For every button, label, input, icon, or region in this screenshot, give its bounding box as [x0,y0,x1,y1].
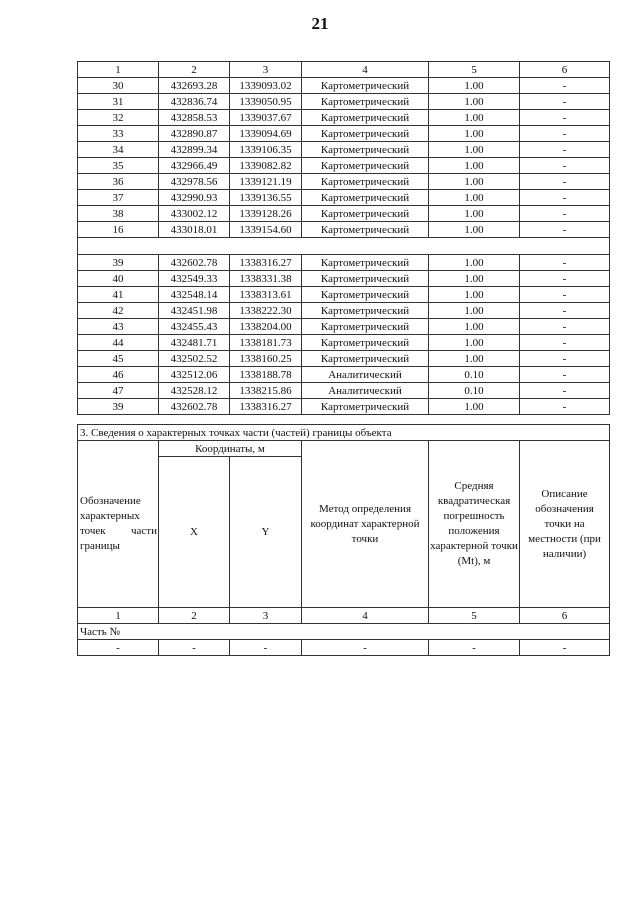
table-row [78,94,610,110]
method-cell: Картометрический [302,94,429,110]
error-cell: 0.10 [429,383,520,399]
table-row [78,255,610,271]
separator-cell [78,238,610,255]
coord-y-cell: 1338215.86 [230,383,302,399]
coord-y-cell: 1338160.25 [230,351,302,367]
empty-cell: - [230,640,302,656]
header-row-top [78,441,610,457]
page-number: 21 [311,14,329,33]
error-cell: 1.00 [429,399,520,415]
description-cell: - [520,126,610,142]
coord-x-cell: 432548.14 [159,287,230,303]
column-number: 4 [302,62,429,78]
part-points-table [77,424,610,656]
point-number-cell: 37 [78,190,159,206]
error-cell: 1.00 [429,335,520,351]
point-number-cell: 47 [78,383,159,399]
header-error: Средняя квадратическая погрешность положения характерной точки (Mt), м [429,441,520,608]
table-row [78,367,610,383]
column-number: 2 [159,608,230,624]
point-number-cell: 31 [78,94,159,110]
method-cell: Картометрический [302,351,429,367]
column-number-row [78,608,610,624]
error-cell: 1.00 [429,94,520,110]
table-row [78,303,610,319]
coord-y-cell: 1339094.69 [230,126,302,142]
description-cell: - [520,158,610,174]
header-designation: Обозначение характерных точек части границы [78,441,159,608]
coord-x-cell: 432451.98 [159,303,230,319]
table-row [78,190,610,206]
coord-y-cell: 1338316.27 [230,255,302,271]
coord-y-cell: 1339128.26 [230,206,302,222]
method-cell: Аналитический [302,383,429,399]
table-row [78,335,610,351]
column-number: 2 [159,62,230,78]
coord-y-cell: 1338222.30 [230,303,302,319]
method-cell: Картометрический [302,271,429,287]
column-number: 6 [520,608,610,624]
table-row [78,142,610,158]
point-number-cell: 34 [78,142,159,158]
point-number-cell: 35 [78,158,159,174]
part-label-row [78,624,610,640]
column-number: 1 [78,62,159,78]
error-cell: 1.00 [429,174,520,190]
section-title: 3. Сведения о характерных точках части (частей) границы объекта [78,425,610,441]
coord-x-cell: 432693.28 [159,78,230,94]
table-row [78,206,610,222]
coord-y-cell: 1338188.78 [230,367,302,383]
column-number: 4 [302,608,429,624]
part-label: Часть № [78,624,610,640]
point-number-cell: 33 [78,126,159,142]
description-cell: - [520,383,610,399]
coord-y-cell: 1339106.35 [230,142,302,158]
point-number-cell: 42 [78,303,159,319]
table-row [78,126,610,142]
table-row [78,399,610,415]
table-row [78,222,610,238]
coord-x-cell: 432455.43 [159,319,230,335]
method-cell: Картометрический [302,78,429,94]
header-coordinates: Координаты, м [159,441,302,457]
point-number-cell: 43 [78,319,159,335]
description-cell: - [520,206,610,222]
header-description: Описание обозначения точки на местности (при наличии) [520,441,610,608]
point-number-cell: 46 [78,367,159,383]
coord-x-cell: 432528.12 [159,383,230,399]
description-cell: - [520,255,610,271]
coord-y-cell: 1338313.61 [230,287,302,303]
coord-x-cell: 432978.56 [159,174,230,190]
coord-y-cell: 1338181.73 [230,335,302,351]
point-number-cell: 16 [78,222,159,238]
point-number-cell: 38 [78,206,159,222]
header-x: X [159,457,230,608]
error-cell: 1.00 [429,319,520,335]
coord-x-cell: 432481.71 [159,335,230,351]
column-number-row [78,62,610,78]
method-cell: Картометрический [302,142,429,158]
column-number: 3 [230,62,302,78]
coord-y-cell: 1338204.00 [230,319,302,335]
error-cell: 1.00 [429,287,520,303]
description-cell: - [520,367,610,383]
coord-x-cell: 432899.34 [159,142,230,158]
coord-x-cell: 432858.53 [159,110,230,126]
point-number-cell: 36 [78,174,159,190]
method-cell: Картометрический [302,126,429,142]
error-cell: 1.00 [429,222,520,238]
method-cell: Картометрический [302,158,429,174]
empty-row [78,640,610,656]
method-cell: Картометрический [302,319,429,335]
coord-x-cell: 433002.12 [159,206,230,222]
column-number: 5 [429,608,520,624]
description-cell: - [520,78,610,94]
header-y: Y [230,457,302,608]
coord-x-cell: 432549.33 [159,271,230,287]
description-cell: - [520,222,610,238]
column-number: 5 [429,62,520,78]
coord-x-cell: 432966.49 [159,158,230,174]
method-cell: Картометрический [302,399,429,415]
error-cell: 1.00 [429,190,520,206]
coord-y-cell: 1338331.38 [230,271,302,287]
description-cell: - [520,94,610,110]
coord-y-cell: 1338316.27 [230,399,302,415]
error-cell: 1.00 [429,158,520,174]
coord-x-cell: 432890.87 [159,126,230,142]
empty-cell: - [302,640,429,656]
coord-y-cell: 1339037.67 [230,110,302,126]
coord-y-cell: 1339154.60 [230,222,302,238]
description-cell: - [520,271,610,287]
coord-y-cell: 1339136.55 [230,190,302,206]
method-cell: Картометрический [302,206,429,222]
description-cell: - [520,190,610,206]
table-row [78,383,610,399]
table-row [78,174,610,190]
empty-cell: - [78,640,159,656]
column-number: 3 [230,608,302,624]
method-cell: Картометрический [302,287,429,303]
table-row [78,319,610,335]
error-cell: 1.00 [429,271,520,287]
coord-x-cell: 433018.01 [159,222,230,238]
error-cell: 1.00 [429,110,520,126]
error-cell: 1.00 [429,78,520,94]
description-cell: - [520,399,610,415]
table-row [78,287,610,303]
point-number-cell: 40 [78,271,159,287]
table-row [78,78,610,94]
description-cell: - [520,110,610,126]
point-number-cell: 30 [78,78,159,94]
method-cell: Картометрический [302,303,429,319]
table-row [78,110,610,126]
description-cell: - [520,303,610,319]
separator-row [78,238,610,255]
point-number-cell: 45 [78,351,159,367]
column-number: 1 [78,608,159,624]
coord-x-cell: 432990.93 [159,190,230,206]
error-cell: 0.10 [429,367,520,383]
error-cell: 1.00 [429,206,520,222]
error-cell: 1.00 [429,126,520,142]
column-number: 6 [520,62,610,78]
coord-x-cell: 432602.78 [159,255,230,271]
coord-y-cell: 1339121.19 [230,174,302,190]
description-cell: - [520,319,610,335]
coord-y-cell: 1339082.82 [230,158,302,174]
coord-x-cell: 432502.52 [159,351,230,367]
empty-cell: - [520,640,610,656]
coord-x-cell: 432836.74 [159,94,230,110]
method-cell: Аналитический [302,367,429,383]
description-cell: - [520,287,610,303]
error-cell: 1.00 [429,303,520,319]
coord-y-cell: 1339050.95 [230,94,302,110]
description-cell: - [520,142,610,158]
method-cell: Картометрический [302,174,429,190]
empty-cell: - [159,640,230,656]
coord-y-cell: 1339093.02 [230,78,302,94]
error-cell: 1.00 [429,142,520,158]
description-cell: - [520,351,610,367]
empty-cell: - [429,640,520,656]
method-cell: Картометрический [302,335,429,351]
method-cell: Картометрический [302,190,429,206]
header-method: Метод определения координат характерной точки [302,441,429,608]
point-number-cell: 39 [78,399,159,415]
point-number-cell: 39 [78,255,159,271]
coord-x-cell: 432602.78 [159,399,230,415]
error-cell: 1.00 [429,351,520,367]
description-cell: - [520,174,610,190]
table-row [78,271,610,287]
section-title-row [78,425,610,441]
point-number-cell: 41 [78,287,159,303]
description-cell: - [520,335,610,351]
error-cell: 1.00 [429,255,520,271]
point-number-cell: 32 [78,110,159,126]
method-cell: Картометрический [302,110,429,126]
coordinates-table [77,61,610,415]
point-number-cell: 44 [78,335,159,351]
table-row [78,351,610,367]
coord-x-cell: 432512.06 [159,367,230,383]
method-cell: Картометрический [302,222,429,238]
table-row [78,158,610,174]
method-cell: Картометрический [302,255,429,271]
